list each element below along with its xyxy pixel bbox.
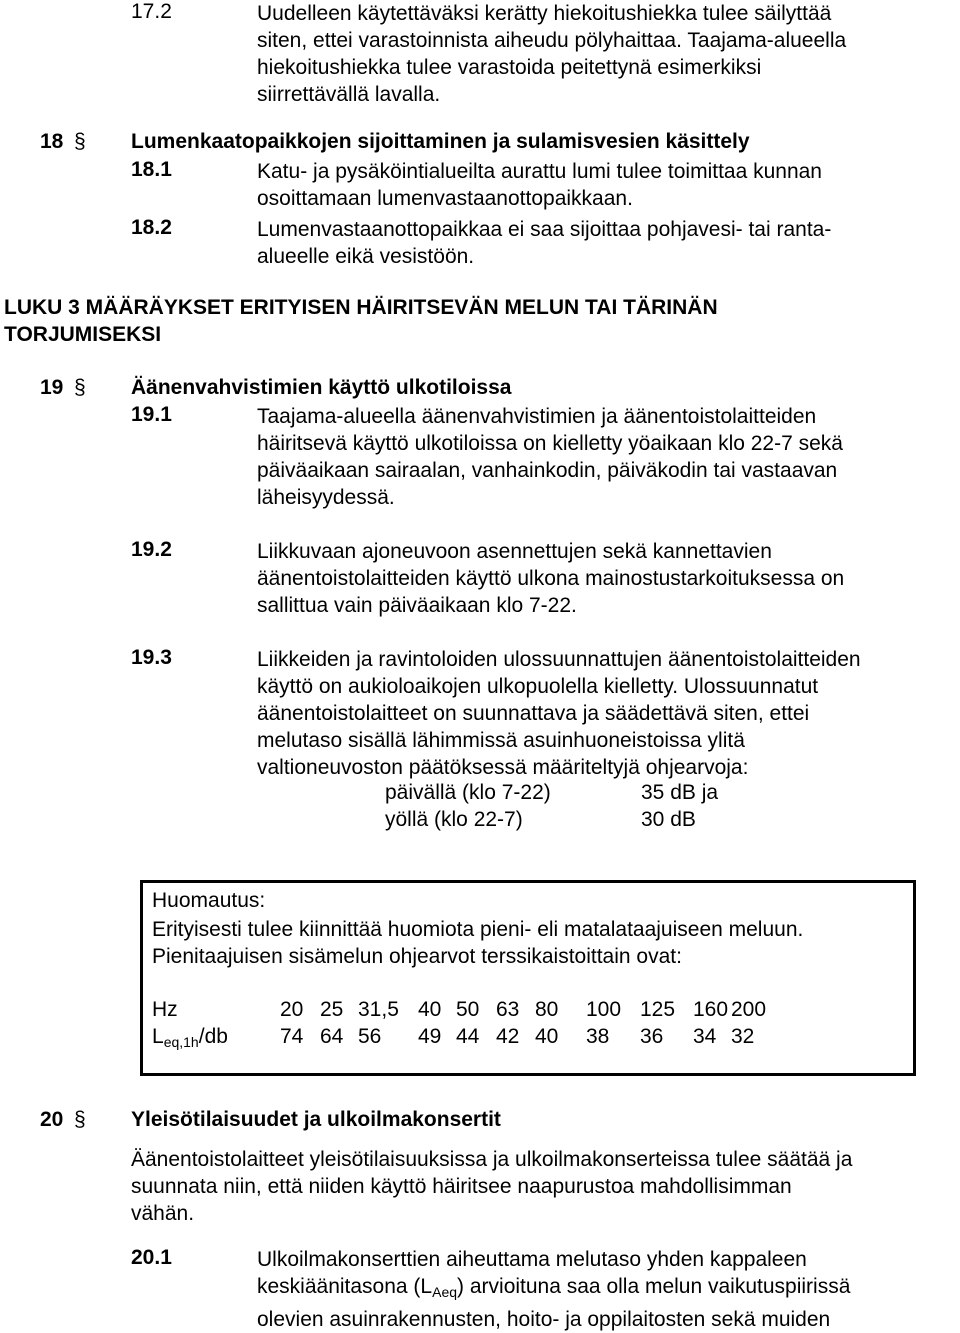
text-line: päiväaikaan sairaalan, vanhainkodin, päiväkodin tai vastaavan (257, 459, 838, 482)
para-19-1-number: 19.1 (131, 403, 172, 426)
subscript: Aeq (432, 1284, 458, 1300)
text-line: sallittua vain päiväaikaan klo 7-22. (257, 594, 577, 617)
chapter-heading (4, 294, 718, 348)
hz-value: 40 (418, 998, 442, 1021)
text-line (257, 1273, 937, 1306)
db-value: 38 (586, 1025, 610, 1048)
para-19-3-number: 19.3 (131, 646, 172, 669)
text-line: melutaso sisällä lähimmissä asuinhuoneistoissa ylitä (257, 729, 745, 752)
para-18-2-number: 18.2 (131, 216, 172, 239)
para-20-1-text (257, 1246, 937, 1333)
db-value: 34 (693, 1025, 717, 1048)
db-value: 40 (535, 1025, 559, 1048)
hz-value: 31,5 (358, 998, 399, 1021)
text-segment: keskiäänitasona (L (257, 1275, 433, 1298)
section-18-number: 18 (40, 130, 64, 153)
limit-day-label: päivällä (klo 7-22) (385, 781, 551, 804)
hz-row-label: Hz (152, 998, 178, 1021)
text-line: suunnata niin, että niiden käyttö häiritsee naapurustoa mahdollisimman (131, 1175, 792, 1198)
db-value: 49 (418, 1025, 442, 1048)
text-line: häiritsevä käyttö ulkotiloissa on kielletty yöaikaan klo 22-7 sekä (257, 432, 843, 455)
text-line: Pienitaajuisen sisämelun ohjearvot terssikaistoittain ovat: (152, 945, 682, 968)
db-value: 44 (456, 1025, 480, 1048)
note-heading: Huomautus: (152, 889, 266, 912)
text-line: Lumenvastaanottopaikkaa ei saa sijoittaa pohjavesi- tai ranta- (257, 218, 832, 241)
text-line: Liikkuvaan ajoneuvoon asennettujen sekä kannettavien (257, 540, 772, 563)
hz-value: 63 (496, 998, 520, 1021)
hz-value: 200 (731, 998, 767, 1021)
text-line: Taajama-alueella äänenvahvistimien ja äänentoistolaitteiden (257, 405, 817, 428)
level-label-tail: /db (198, 1025, 228, 1048)
hz-value: 125 (640, 998, 676, 1021)
para-18-1-number: 18.1 (131, 158, 172, 181)
para-17-2-number: 17.2 (131, 0, 172, 23)
section-20-number: 20 (40, 1108, 64, 1131)
para-19-2-number: 19.2 (131, 538, 172, 561)
text-line: Katu- ja pysäköintialueilta aurattu lumi tulee toimittaa kunnan (257, 160, 822, 183)
text-line: osoittamaan lumenvastaanottopaikkaan. (257, 187, 633, 210)
text-line: Ulkoilmakonserttien aiheuttama melutaso yhden kappaleen (257, 1248, 807, 1271)
limit-day-value: 35 dB ja (641, 781, 719, 804)
para-19-3-text (257, 646, 937, 781)
section-symbol: § (74, 1108, 86, 1131)
para-19-1-text (257, 403, 937, 511)
db-value: 64 (320, 1025, 344, 1048)
hz-value: 160 (693, 998, 729, 1021)
text-line: äänentoistolaitteet on suunnattava ja säädettävä siten, ettei (257, 702, 810, 725)
note-text (152, 916, 803, 970)
text-line: TORJUMISEKSI (4, 323, 162, 346)
text-line: Liikkeiden ja ravintoloiden ulossuunnattujen äänentoistolaitteiden (257, 648, 861, 671)
limit-night-label: yöllä (klo 22-7) (385, 808, 523, 831)
text-line: siten, ettei varastoinnista aiheudu pölyhaittaa. Taajama-alueella (257, 29, 847, 52)
text-line: LUKU 3 MÄÄRÄYKSET ERITYISEN HÄIRITSEVÄN MELUN TAI TÄRINÄN (4, 296, 718, 319)
para-18-1-text (257, 158, 937, 212)
section-20-intro (131, 1146, 852, 1227)
db-value: 56 (358, 1025, 382, 1048)
text-line: hiekoitushiekka tulee varastoida peitettynä esimerkiksi (257, 56, 762, 79)
db-value: 42 (496, 1025, 520, 1048)
level-label-sub: eq,1h (163, 1034, 199, 1050)
db-value: 32 (731, 1025, 755, 1048)
text-line: olevien asuinrakennusten, hoito- ja oppilaitosten sekä muiden (257, 1308, 831, 1331)
para-17-2-text (257, 0, 937, 108)
level-row-label (152, 1025, 228, 1050)
hz-value: 100 (586, 998, 622, 1021)
text-line: Äänentoistolaitteet yleisötilaisuuksissa ja ulkoilmakonserteissa tulee säätää ja (131, 1148, 853, 1171)
hz-value: 20 (280, 998, 304, 1021)
text-line: läheisyydessä. (257, 486, 395, 509)
hz-value: 25 (320, 998, 344, 1021)
section-symbol: § (74, 376, 86, 399)
text-line: Uudelleen käytettäväksi kerätty hiekoitushiekka tulee säilyttää (257, 2, 832, 25)
para-20-1-number: 20.1 (131, 1246, 172, 1269)
text-line: käyttö on aukioloaikojen ulkopuolella kielletty. Ulossuunnatut (257, 675, 819, 698)
level-label-main: L (152, 1025, 164, 1048)
text-segment: ) arvioituna saa olla melun vaikutuspiirissä (457, 1275, 851, 1298)
section-19-title: Äänenvahvistimien käyttö ulkotiloissa (131, 376, 512, 399)
hz-value: 80 (535, 998, 559, 1021)
para-19-2-text (257, 538, 937, 619)
limit-night-value: 30 dB (641, 808, 696, 831)
text-line: vähän. (131, 1202, 195, 1225)
para-18-2-text (257, 216, 937, 270)
text-line: valtioneuvoston päätöksessä määriteltyjä ohjearvoja: (257, 756, 749, 779)
text-line: siirrettävällä lavalla. (257, 83, 441, 106)
section-20-title: Yleisötilaisuudet ja ulkoilmakonsertit (131, 1108, 501, 1131)
section-symbol: § (74, 130, 86, 153)
db-value: 36 (640, 1025, 664, 1048)
text-line: alueelle eikä vesistöön. (257, 245, 475, 268)
section-19-number: 19 (40, 376, 64, 399)
db-value: 74 (280, 1025, 304, 1048)
text-line: äänentoistolaitteiden käyttö ulkona mainostustarkoituksessa on (257, 567, 845, 590)
section-18-title: Lumenkaatopaikkojen sijoittaminen ja sulamisvesien käsittely (131, 130, 750, 153)
text-line: Erityisesti tulee kiinnittää huomiota pieni- eli matalataajuiseen meluun. (152, 918, 804, 941)
hz-value: 50 (456, 998, 480, 1021)
